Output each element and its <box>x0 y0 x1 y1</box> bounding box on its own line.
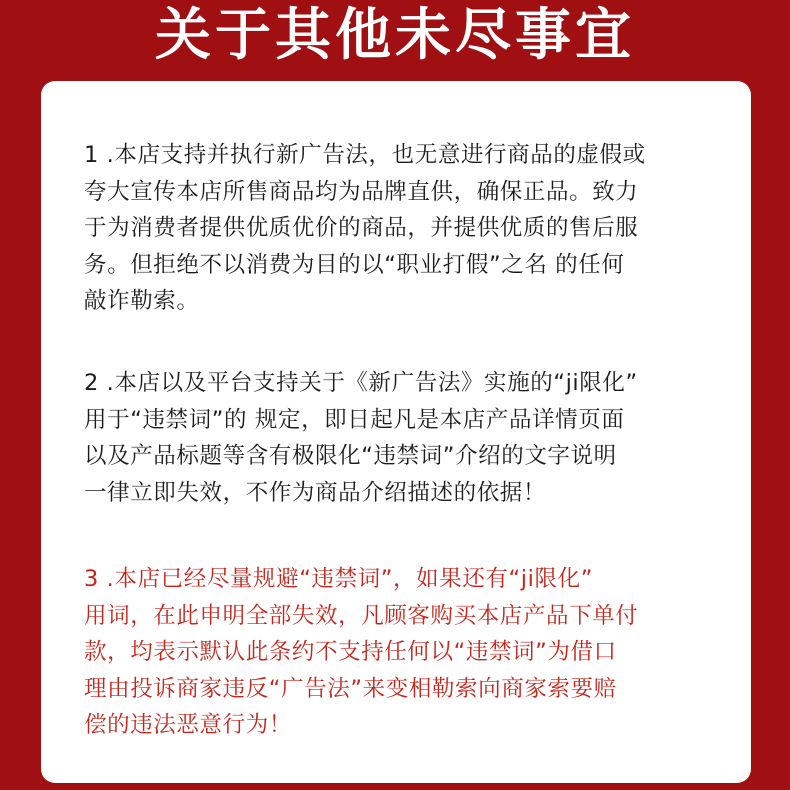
paragraph-3-line: 理由投诉商家违反“广告法”来变相勒索向商家索要赔 <box>84 675 617 702</box>
paragraph-1 <box>84 137 704 320</box>
page-title: 关于其他未尽事宜 <box>155 2 635 68</box>
paragraph-2-line: 以及产品标题等含有极限化“违禁词”介绍的文字说明 <box>84 443 617 469</box>
paragraph-1-line: 敲诈勒索。 <box>84 288 200 314</box>
paragraph-1-line: 于为消费者提供优质优价的商品，并提供优质的售后服 <box>84 215 639 241</box>
paragraph-2-line: 用于“违禁词”的 规定，即日起凡是本店产品详情页面 <box>84 406 625 433</box>
paragraph-1-line: 务。但拒绝不以消费为目的以“职业打假”之名 的任何 <box>84 251 625 278</box>
paragraph-2 <box>84 365 704 511</box>
paragraph-2-line: 一律立即失效，不作为商品介绍描述的依据！ <box>84 479 547 506</box>
paragraph-3-line: 偿的违法恶意行为！ <box>84 712 292 738</box>
paragraph-3-line: 3 .本店已经尽量规避“违禁词”，如果还有“ji限化” <box>84 566 593 592</box>
notice-card <box>41 81 751 783</box>
paragraph-3-line: 款，均表示默认此条约不支持任何以“违禁词”为借口 <box>84 639 617 665</box>
paragraph-1-line: 1 .本店支持并执行新广告法，也无意进行商品的虚假或 <box>84 142 646 168</box>
paragraph-3-warning <box>84 561 704 744</box>
paragraph-2-line: 2 .本店以及平台支持关于《新广告法》实施的“ji限化” <box>84 370 638 396</box>
paragraph-3-line: 用词，在此申明全部失效，凡顾客购买本店产品下单付 <box>84 602 639 629</box>
paragraph-1-line: 夸大宣传本店所售商品均为品牌直供，确保正品。致力 <box>84 178 639 205</box>
